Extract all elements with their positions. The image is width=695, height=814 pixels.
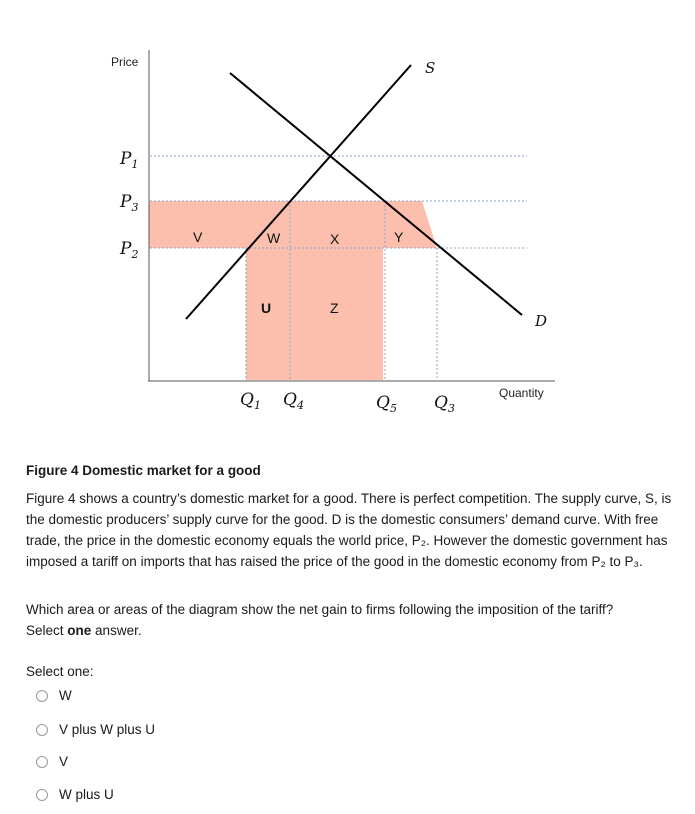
answer-option-label: W plus U — [59, 787, 114, 802]
answer-option-label: W — [59, 688, 72, 703]
answer-option-label: V plus W plus U — [59, 722, 156, 737]
answer-option-v-plus-w-plus-u[interactable] — [36, 722, 155, 737]
area-z-label: Z — [330, 300, 339, 316]
radio-button[interactable] — [36, 756, 48, 768]
area-x-label: X — [330, 231, 340, 247]
answer-option-w-plus-u[interactable] — [36, 787, 114, 802]
answer-option-label: V — [59, 754, 69, 769]
p3-label: $P_3$ — [120, 192, 139, 214]
supply-curve-label: S — [425, 59, 436, 77]
select-instruction-bold: one — [67, 623, 92, 638]
q5-label: $Q_5$ — [376, 393, 397, 415]
demand-curve-label: D — [535, 312, 548, 330]
quantity-axis-label: Quantity — [499, 386, 544, 400]
answer-option-w[interactable] — [36, 688, 72, 703]
radio-button[interactable] — [36, 724, 48, 736]
select-instruction-prefix: Select — [26, 623, 68, 638]
question-text — [26, 599, 676, 641]
q3-label: $Q_3$ — [434, 393, 455, 415]
radio-button[interactable] — [36, 690, 48, 702]
answer-option-v[interactable] — [36, 754, 68, 769]
area-u-label: U — [261, 300, 272, 316]
area-v-label: V — [193, 229, 203, 245]
p1-label: $P_1$ — [120, 149, 139, 171]
question-prompt: Which area or areas of the diagram show the net gain to firms following the imposition of the tariff? — [26, 602, 614, 617]
select-instruction-suffix: answer. — [91, 623, 142, 638]
area-y-label: Y — [394, 229, 404, 245]
price-axis-label: Price — [111, 55, 139, 69]
select-one-label: Select one: — [26, 664, 94, 679]
radio-button[interactable] — [36, 789, 48, 801]
q4-label: $Q_4$ — [283, 390, 304, 412]
q1-label: $Q_1$ — [240, 390, 261, 412]
area-w-label: W — [267, 230, 281, 246]
p2-label: $P_2$ — [120, 239, 139, 261]
figure-caption-body: Figure 4 shows a country’s domestic market for a good. There is perfect competition. The supply curve, S, is the domestic producers’ supply curve for the good. D is the domestic consumers’ demand curve. With free trade, the price in the domestic economy equals the world price, P₂. However the domestic government has imposed a tariff on imports that has raised the price of the good in the domestic economy from P₂ to P₃. — [26, 491, 672, 569]
figure-caption-title: Figure 4 Domestic market for a good — [26, 463, 261, 478]
